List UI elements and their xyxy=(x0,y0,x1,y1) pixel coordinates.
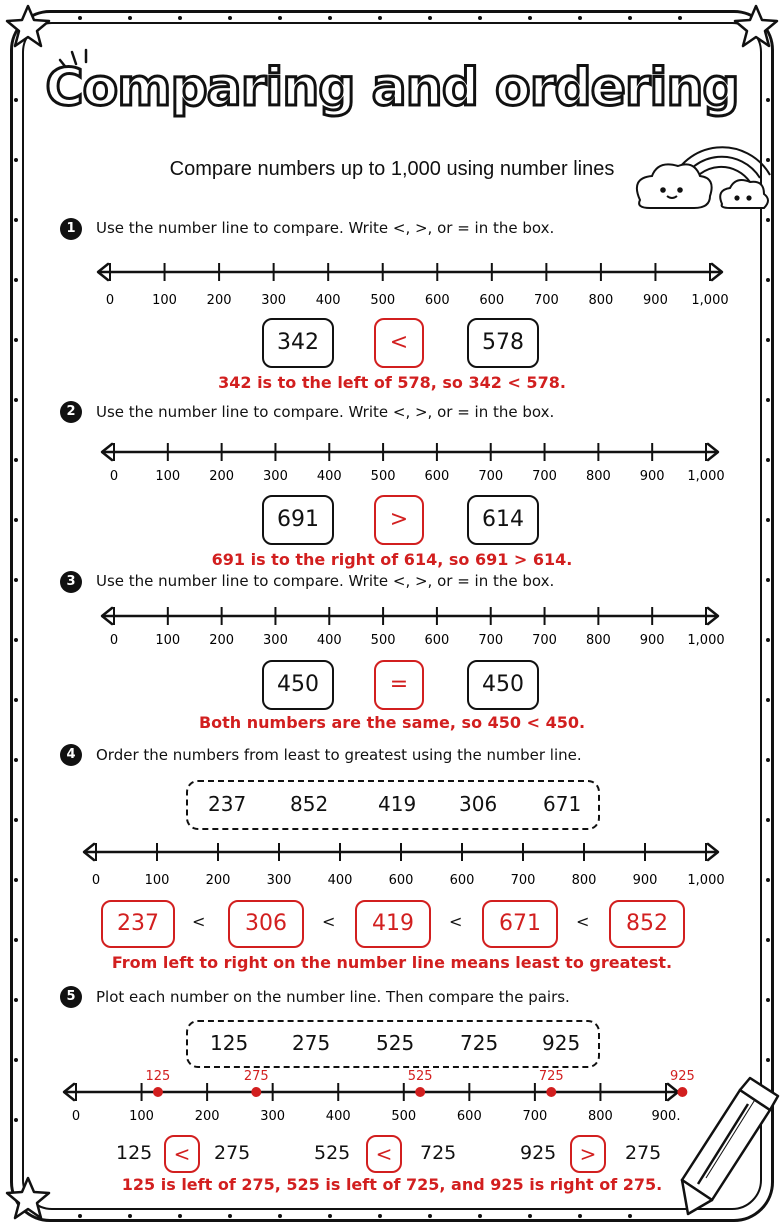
set-number: 306 xyxy=(459,792,498,816)
plotted-label: 725 xyxy=(538,1069,564,1084)
pair-right-number: 275 xyxy=(625,1142,662,1164)
plotted-label: 525 xyxy=(407,1069,433,1084)
set-number: 125 xyxy=(210,1031,249,1055)
question-1-explanation: 342 is to the left of 578, so 342 < 578. xyxy=(218,373,566,392)
plotted-point xyxy=(251,1087,261,1097)
tick-label: 1,000 xyxy=(687,633,725,648)
tick-label: 700 xyxy=(532,633,557,648)
set-number: 671 xyxy=(543,792,582,816)
compare-left-box: 691 xyxy=(262,495,334,545)
plotted-label: 125 xyxy=(145,1069,171,1084)
less-than-sign: < xyxy=(192,912,206,931)
tick-label: 1,000 xyxy=(687,469,725,484)
question-1-number: 1 xyxy=(60,218,82,240)
plotted-label: 275 xyxy=(243,1069,269,1084)
ordered-answer-box[interactable]: 237 xyxy=(101,900,175,948)
set-number: 275 xyxy=(292,1031,331,1055)
tick-label: 600 xyxy=(424,469,450,484)
tick-label: 800 xyxy=(585,469,611,484)
tick-label: 900 xyxy=(643,293,668,308)
compare-sign-box[interactable]: = xyxy=(374,660,424,710)
ordered-answer-box[interactable]: 306 xyxy=(228,900,304,948)
plotted-point xyxy=(415,1087,425,1097)
tick-label: 800 xyxy=(585,633,611,648)
tick-label: 700 xyxy=(478,469,504,484)
pair-right-number: 725 xyxy=(420,1142,457,1164)
star-icon xyxy=(7,6,49,46)
question-5-number: 5 xyxy=(60,986,82,1008)
tick-label: 800 xyxy=(588,293,614,308)
set-number: 525 xyxy=(376,1031,415,1055)
tick-label: 600 xyxy=(388,873,414,888)
tick-label: 100 xyxy=(144,873,170,888)
question-2-explanation: 691 is to the right of 614, so 691 > 614. xyxy=(211,550,573,569)
question-2-instruction: Use the number line to compare. Write <, >, or = in the box. xyxy=(96,403,555,421)
number-line-2 xyxy=(80,436,740,490)
tick-label: 200 xyxy=(209,469,235,484)
question-1-instruction: Use the number line to compare. Write <, >, or = in the box. xyxy=(96,219,555,237)
tick-label: 900. xyxy=(651,1109,681,1124)
tick-label: 500 xyxy=(370,633,396,648)
tick-label: 100 xyxy=(155,469,181,484)
tick-label: 1,000 xyxy=(687,873,725,888)
question-4-explanation: From left to right on the number line means least to greatest. xyxy=(111,953,673,972)
tick-label: 700 xyxy=(510,873,536,888)
tick-label: 400 xyxy=(316,469,342,484)
tick-label: 0 xyxy=(71,1109,81,1124)
ordered-answer-box[interactable]: 852 xyxy=(609,900,685,948)
tick-label: 500 xyxy=(370,469,396,484)
compare-right-box: 614 xyxy=(467,495,539,545)
tick-label: 300 xyxy=(260,1109,286,1124)
tick-label: 300 xyxy=(263,469,288,484)
question-4-number: 4 xyxy=(60,744,82,766)
tick-label: 200 xyxy=(194,1109,220,1124)
tick-label: 400 xyxy=(316,633,342,648)
tick-label: 700 xyxy=(478,633,504,648)
tick-label: 200 xyxy=(206,293,232,308)
tick-label: 300 xyxy=(266,873,292,888)
tick-label: 900 xyxy=(639,633,665,648)
compare-sign-box[interactable]: > xyxy=(374,495,424,545)
tick-label: 600 xyxy=(449,873,475,888)
ordered-answer-box[interactable]: 419 xyxy=(355,900,431,948)
pair-left-number: 125 xyxy=(116,1142,153,1164)
tick-label: 200 xyxy=(205,873,231,888)
tick-label: 600 xyxy=(424,293,450,308)
number-line-1 xyxy=(80,258,740,314)
tick-label: 200 xyxy=(209,633,235,648)
question-3-number: 3 xyxy=(60,571,82,593)
plotted-label: 925 xyxy=(669,1069,695,1084)
tick-label: 0 xyxy=(109,633,119,648)
compare-left-box: 450 xyxy=(262,660,334,710)
tick-label: 900 xyxy=(632,873,658,888)
less-than-sign: < xyxy=(576,912,590,931)
compare-right-box: 450 xyxy=(467,660,539,710)
pair-left-number: 525 xyxy=(314,1142,351,1164)
set-number: 237 xyxy=(208,792,247,816)
tick-label: 0 xyxy=(105,293,115,308)
compare-right-box: 578 xyxy=(467,318,539,368)
plotted-point xyxy=(546,1087,556,1097)
tick-label: 0 xyxy=(109,469,119,484)
question-3-instruction: Use the number line to compare. Write <, >, or = in the box. xyxy=(96,572,555,590)
tick-label: 100 xyxy=(155,633,181,648)
pair-sign-box[interactable]: > xyxy=(570,1135,606,1173)
question-2-number: 2 xyxy=(60,401,82,423)
tick-label: 600 xyxy=(456,1109,482,1124)
question-5-explanation: 125 is left of 275, 525 is left of 725, and 925 is right of 275. xyxy=(121,1175,663,1194)
number-line-3 xyxy=(80,602,740,656)
set-number: 852 xyxy=(290,792,329,816)
question-4-instruction: Order the numbers from least to greatest using the number line. xyxy=(96,746,582,764)
question-5-instruction: Plot each number on the number line. Then compare the pairs. xyxy=(96,988,570,1006)
tick-label: 300 xyxy=(263,633,288,648)
tick-label: 0 xyxy=(91,873,101,888)
tick-label: 300 xyxy=(261,293,287,308)
set-number: 419 xyxy=(378,792,417,816)
tick-label: 500 xyxy=(370,293,396,308)
pair-sign-box[interactable]: < xyxy=(366,1135,402,1173)
pair-left-number: 925 xyxy=(520,1142,557,1164)
tick-label: 100 xyxy=(152,293,177,308)
tick-label: 400 xyxy=(327,873,353,888)
less-than-sign: < xyxy=(322,912,336,931)
number-line-5 xyxy=(56,1062,736,1130)
tick-label: 800 xyxy=(571,873,597,888)
tick-label: 500 xyxy=(391,1109,417,1124)
page-subtitle: Compare numbers up to 1,000 using number lines xyxy=(169,158,615,180)
tick-label: 800 xyxy=(588,1109,613,1124)
ordered-answer-box[interactable]: 671 xyxy=(482,900,558,948)
tick-label: 100 xyxy=(129,1109,154,1124)
compare-left-box: 342 xyxy=(262,318,334,368)
tick-label: 700 xyxy=(532,469,557,484)
tick-label: 700 xyxy=(533,293,559,308)
set-number: 725 xyxy=(460,1031,499,1055)
tick-label: 700 xyxy=(522,1109,548,1124)
pair-sign-box[interactable]: < xyxy=(164,1135,200,1173)
page-title: Comparing and ordering xyxy=(45,58,739,118)
set-number: 925 xyxy=(542,1031,581,1055)
tick-label: 400 xyxy=(315,293,341,308)
tick-label: 1,000 xyxy=(691,293,729,308)
less-than-sign: < xyxy=(449,912,463,931)
pair-right-number: 275 xyxy=(214,1142,251,1164)
compare-sign-box[interactable]: < xyxy=(374,318,424,368)
plotted-point xyxy=(677,1087,687,1097)
tick-label: 600 xyxy=(424,633,450,648)
plotted-point xyxy=(153,1087,163,1097)
question-3-explanation: Both numbers are the same, so 450 < 450. xyxy=(198,713,586,732)
tick-label: 600 xyxy=(479,293,505,308)
tick-label: 400 xyxy=(325,1109,351,1124)
star-icon xyxy=(735,6,777,46)
tick-label: 900 xyxy=(639,469,665,484)
number-line-4 xyxy=(70,836,750,892)
